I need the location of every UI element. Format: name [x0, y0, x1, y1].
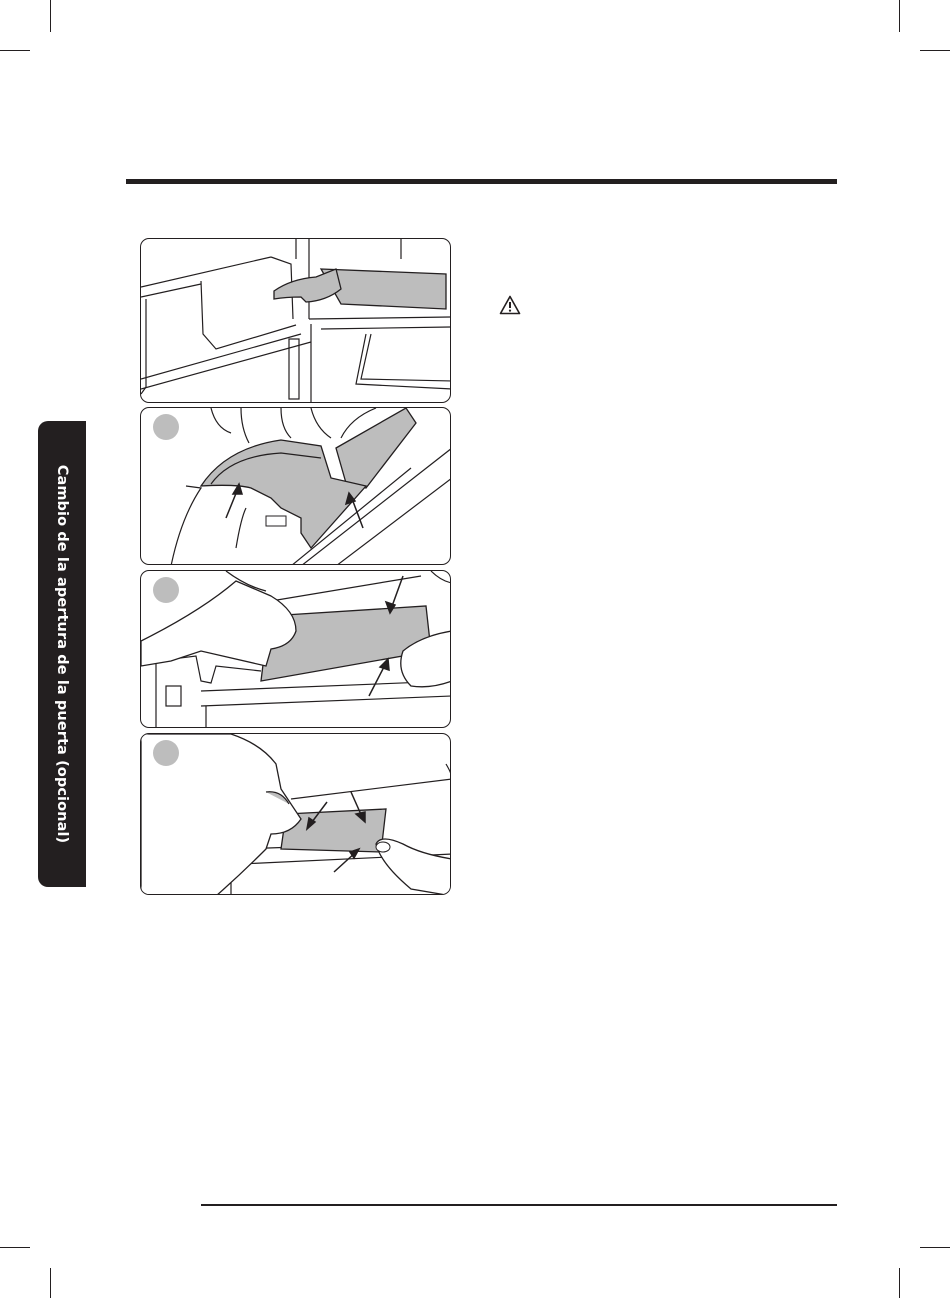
- crop-mark: [0, 1247, 30, 1248]
- crop-mark: [899, 1268, 900, 1298]
- step-marker: [153, 740, 179, 766]
- remove-gray-part-illustration: [141, 571, 451, 728]
- illustration-panel-2: [140, 407, 451, 565]
- crop-mark: [899, 0, 900, 32]
- header-rule: [126, 179, 837, 184]
- remove-hinge-cover-illustration: [141, 408, 451, 565]
- crop-mark: [920, 1247, 950, 1248]
- fridge-hinge-cover-illustration: [141, 239, 451, 403]
- footer-rule: [201, 1204, 837, 1206]
- warning-triangle-icon: [499, 295, 521, 315]
- crop-mark: [0, 50, 30, 51]
- crop-mark: [50, 0, 51, 32]
- insert-gray-part-illustration: [141, 734, 451, 895]
- illustration-panel-4: [140, 733, 451, 895]
- section-tab-label: Cambio de la apertura de la puerta (opcional): [54, 464, 70, 844]
- illustration-panel-3: [140, 570, 451, 728]
- crop-mark: [920, 50, 950, 51]
- step-marker: [153, 577, 179, 603]
- illustration-panel-1: [140, 238, 451, 403]
- crop-mark: [50, 1268, 51, 1298]
- section-side-tab: [38, 421, 86, 887]
- step-marker: [153, 414, 179, 440]
